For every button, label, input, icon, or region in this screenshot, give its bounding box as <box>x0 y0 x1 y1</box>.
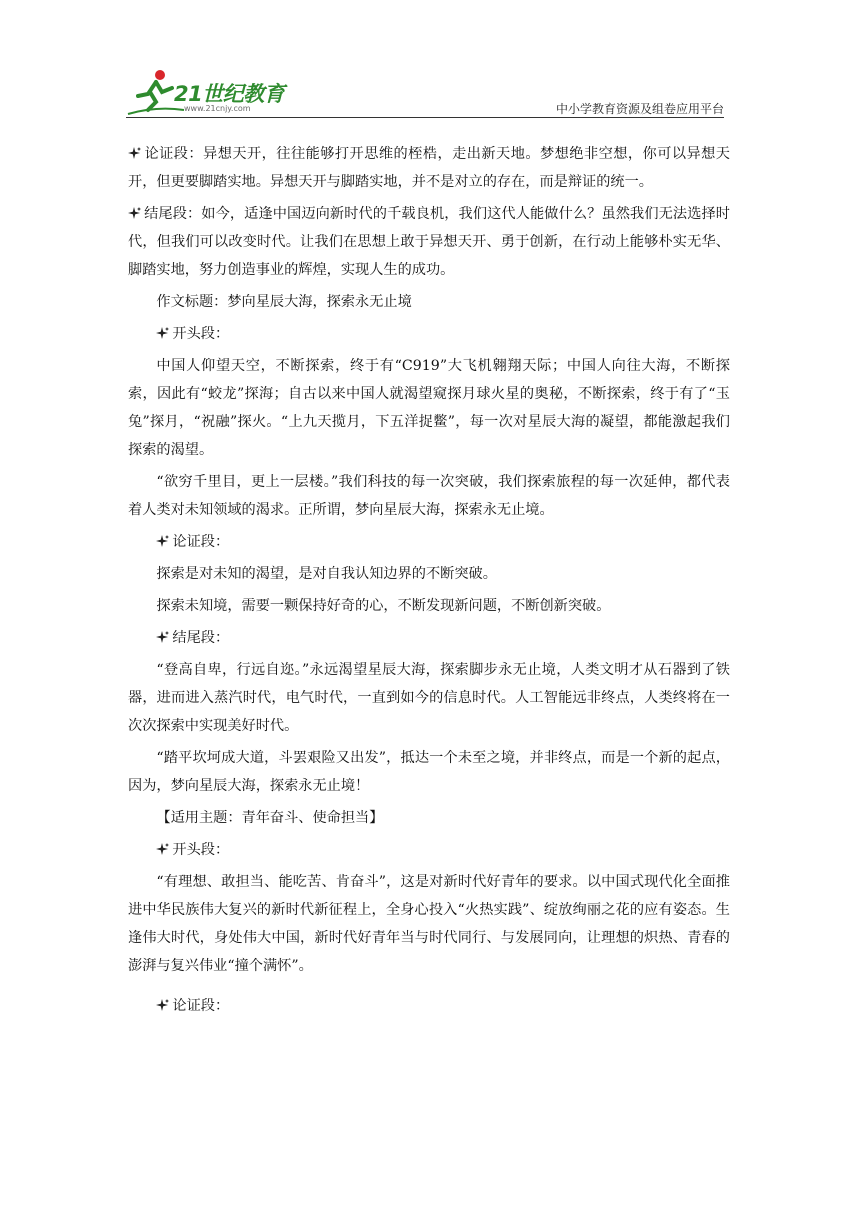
section-label <box>128 624 730 652</box>
section-label-text: 开头段： <box>172 842 230 858</box>
sparkle-icon <box>128 146 142 160</box>
paragraph-text: 结尾段：如今，适逢中国迈向新时代的千载良机，我们这代人能做什么？虽然我们无法选择时代，但我们可以改变时代。让我们在思想上敢于异想天开、勇于创新，在行动上能够朴实无华、脚踏实地，努力创造事业的辉煌，实现人生的成功。 <box>128 206 730 278</box>
paragraph: 探索未知境，需要一颗保持好奇的心，不断发现新问题，不断创新突破。 <box>156 598 611 614</box>
logo-url: www.21cnjy.com <box>184 104 251 113</box>
sparkle-icon <box>156 998 170 1012</box>
paragraph: “有理想、敢担当、能吃苦、肯奋斗”，这是对新时代好青年的要求。以中国式现代化全面推进中华民族伟大复兴的新时代新征程上，全身心投入“火热实践”、绽放绚丽之花的应有姿态。生逢伟大时代，身处伟大中国，新时代好青年当与时代同行、与发展同向，让理想的炽热、青春的澎湃与复兴伟业“撞个满怀”。 <box>128 874 730 974</box>
topic-heading: 【适用主题：青年奋斗、使命担当】 <box>156 810 384 826</box>
header-divider <box>126 117 724 118</box>
sparkle-icon <box>128 206 142 220</box>
logo <box>126 66 296 118</box>
section-label-text: 开头段： <box>172 326 230 342</box>
document-body <box>128 140 730 1024</box>
section-label <box>128 528 730 556</box>
section-label <box>128 992 730 1020</box>
paragraph: “踏平坎坷成大道，斗罢艰险又出发”，抵达一个未至之境，并非终点，而是一个新的起点，因为，梦向星辰大海，探索永无止境！ <box>128 750 730 794</box>
section-label-text: 结尾段： <box>172 630 230 646</box>
page-header <box>126 66 724 118</box>
paragraph: 中国人仰望天空，不断探索，终于有“C919”大飞机翱翔天际；中国人向往大海，不断探索，因此有“蛟龙”探海；自古以来中国人就渴望窥探月球火星的奥秘，不断探索，终于有了“玉兔”探月，“祝融”探火。“上九天揽月，下五洋捉鳖”，每一次对星辰大海的凝望，都能激起我们探索的渴望。 <box>128 358 730 458</box>
paragraph <box>128 200 730 284</box>
sparkle-icon <box>156 842 170 856</box>
paragraph: “登高自卑，行远自迩。”永远渴望星辰大海，探索脚步永无止境，人类文明才从石器到了铁器，进而进入蒸汽时代，电气时代，一直到如今的信息时代。人工智能远非终点，人类终将在一次次探索中实现美好时代。 <box>128 662 730 734</box>
sparkle-icon <box>156 326 170 340</box>
section-label <box>128 836 730 864</box>
logo-text: 21世纪教育 <box>174 82 285 106</box>
section-label-text: 论证段： <box>172 998 230 1014</box>
sparkle-icon <box>156 534 170 548</box>
sparkle-icon <box>156 630 170 644</box>
paragraph: 探索是对未知的渴望，是对自我认知边界的不断突破。 <box>156 566 497 582</box>
platform-title: 中小学教育资源及组卷应用平台 <box>555 102 724 116</box>
paragraph: “欲穷千里目，更上一层楼。”我们科技的每一次突破，我们探索旅程的每一次延伸，都代表着人类对未知领域的渴求。正所谓，梦向星辰大海，探索永无止境。 <box>128 474 730 518</box>
paragraph <box>128 140 730 196</box>
section-label <box>128 320 730 348</box>
spacer <box>128 984 730 992</box>
paragraph-text: 论证段：异想天开，往往能够打开思维的桎梏，走出新天地。梦想绝非空想，你可以异想天开，但更要脚踏实地。异想天开与脚踏实地，并不是对立的存在，而是辩证的统一。 <box>128 146 730 190</box>
essay-title: 作文标题：梦向星辰大海，探索永无止境 <box>156 294 412 310</box>
section-label-text: 论证段： <box>172 534 230 550</box>
